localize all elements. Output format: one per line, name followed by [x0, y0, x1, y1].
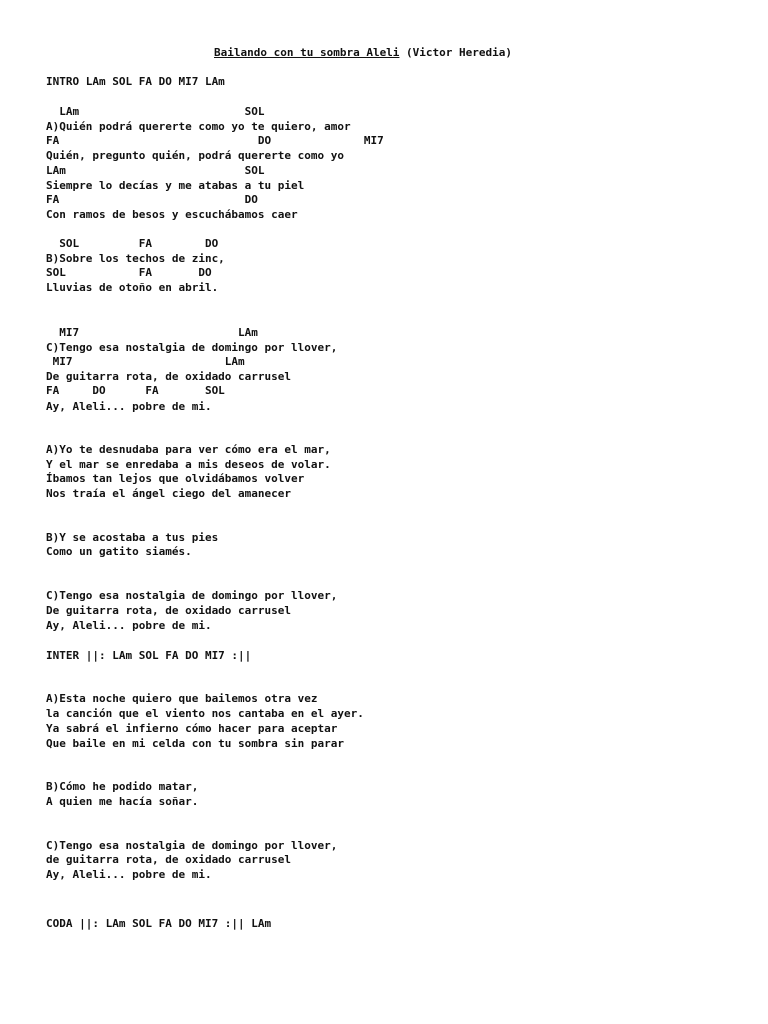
- interlude-chords: INTER ||: LAm SOL FA DO MI7 :||: [46, 649, 252, 662]
- chord-line: LAm SOL: [46, 164, 265, 177]
- chord-line: LAm SOL: [46, 105, 265, 118]
- lyric-line: Lluvias de otoño en abril.: [46, 281, 219, 294]
- chord-line: FA DO MI7: [46, 134, 384, 147]
- chord-line: MI7 LAm: [46, 355, 245, 368]
- lyric-line: Y el mar se enredaba a mis deseos de volar.: [46, 458, 331, 471]
- lyric-line: B)Cómo he podido matar,: [46, 780, 199, 793]
- lyric-line: C)Tengo esa nostalgia de domingo por llover,: [46, 839, 338, 852]
- lyric-line: C)Tengo esa nostalgia de domingo por llover,: [46, 341, 338, 354]
- lyric-line: De guitarra rota, de oxidado carrusel: [46, 370, 292, 383]
- chord-line: SOL FA DO: [46, 237, 219, 250]
- lyric-line: Nos traía el ángel ciego del amanecer: [46, 487, 292, 500]
- lyric-line: Ay, Aleli... pobre de mi.: [46, 619, 212, 632]
- lyric-line: Ay, Aleli... pobre de mi.: [46, 400, 212, 413]
- coda-chords: CODA ||: LAm SOL FA DO MI7 :|| LAm: [46, 917, 272, 930]
- lyric-line: Ya sabrá el infierno cómo hacer para aceptar: [46, 722, 338, 735]
- chord-line: SOL FA DO: [46, 266, 212, 279]
- song-title: Bailando con tu sombra Aleli: [214, 46, 400, 59]
- lyric-line: A)Esta noche quiero que bailemos otra vez: [46, 692, 318, 705]
- lyric-line: Siempre lo decías y me atabas a tu piel: [46, 179, 305, 192]
- lyric-line: B)Sobre los techos de zinc,: [46, 252, 225, 265]
- lyric-line: A)Quién podrá quererte como yo te quiero, amor: [46, 120, 351, 133]
- lyric-line: A quien me hacía soñar.: [46, 795, 199, 808]
- chord-line: FA DO FA SOL: [46, 384, 225, 397]
- song-title-line: [214, 46, 512, 60]
- intro-chords: INTRO LAm SOL FA DO MI7 LAm: [46, 75, 225, 88]
- lyric-line: la canción que el viento nos cantaba en el ayer.: [46, 707, 364, 720]
- lyric-line: Que baile en mi celda con tu sombra sin parar: [46, 737, 345, 750]
- lyric-line: A)Yo te desnudaba para ver cómo era el mar,: [46, 443, 331, 456]
- lyric-line: Ay, Aleli... pobre de mi.: [46, 868, 212, 881]
- chord-line: FA DO: [46, 193, 258, 206]
- lyric-line: Como un gatito siamés.: [46, 545, 192, 558]
- chord-line: MI7 LAm: [46, 326, 258, 339]
- lyric-line: C)Tengo esa nostalgia de domingo por llover,: [46, 589, 338, 602]
- lyric-line: De guitarra rota, de oxidado carrusel: [46, 604, 292, 617]
- lyric-line: B)Y se acostaba a tus pies: [46, 531, 219, 544]
- lyric-line: Quién, pregunto quién, podrá quererte como yo: [46, 149, 345, 162]
- song-author: (Victor Heredia): [399, 46, 513, 59]
- lyric-line: Íbamos tan lejos que olvidábamos volver: [46, 472, 305, 485]
- lyric-line: Con ramos de besos y escuchábamos caer: [46, 208, 298, 221]
- lyric-line: de guitarra rota, de oxidado carrusel: [46, 853, 292, 866]
